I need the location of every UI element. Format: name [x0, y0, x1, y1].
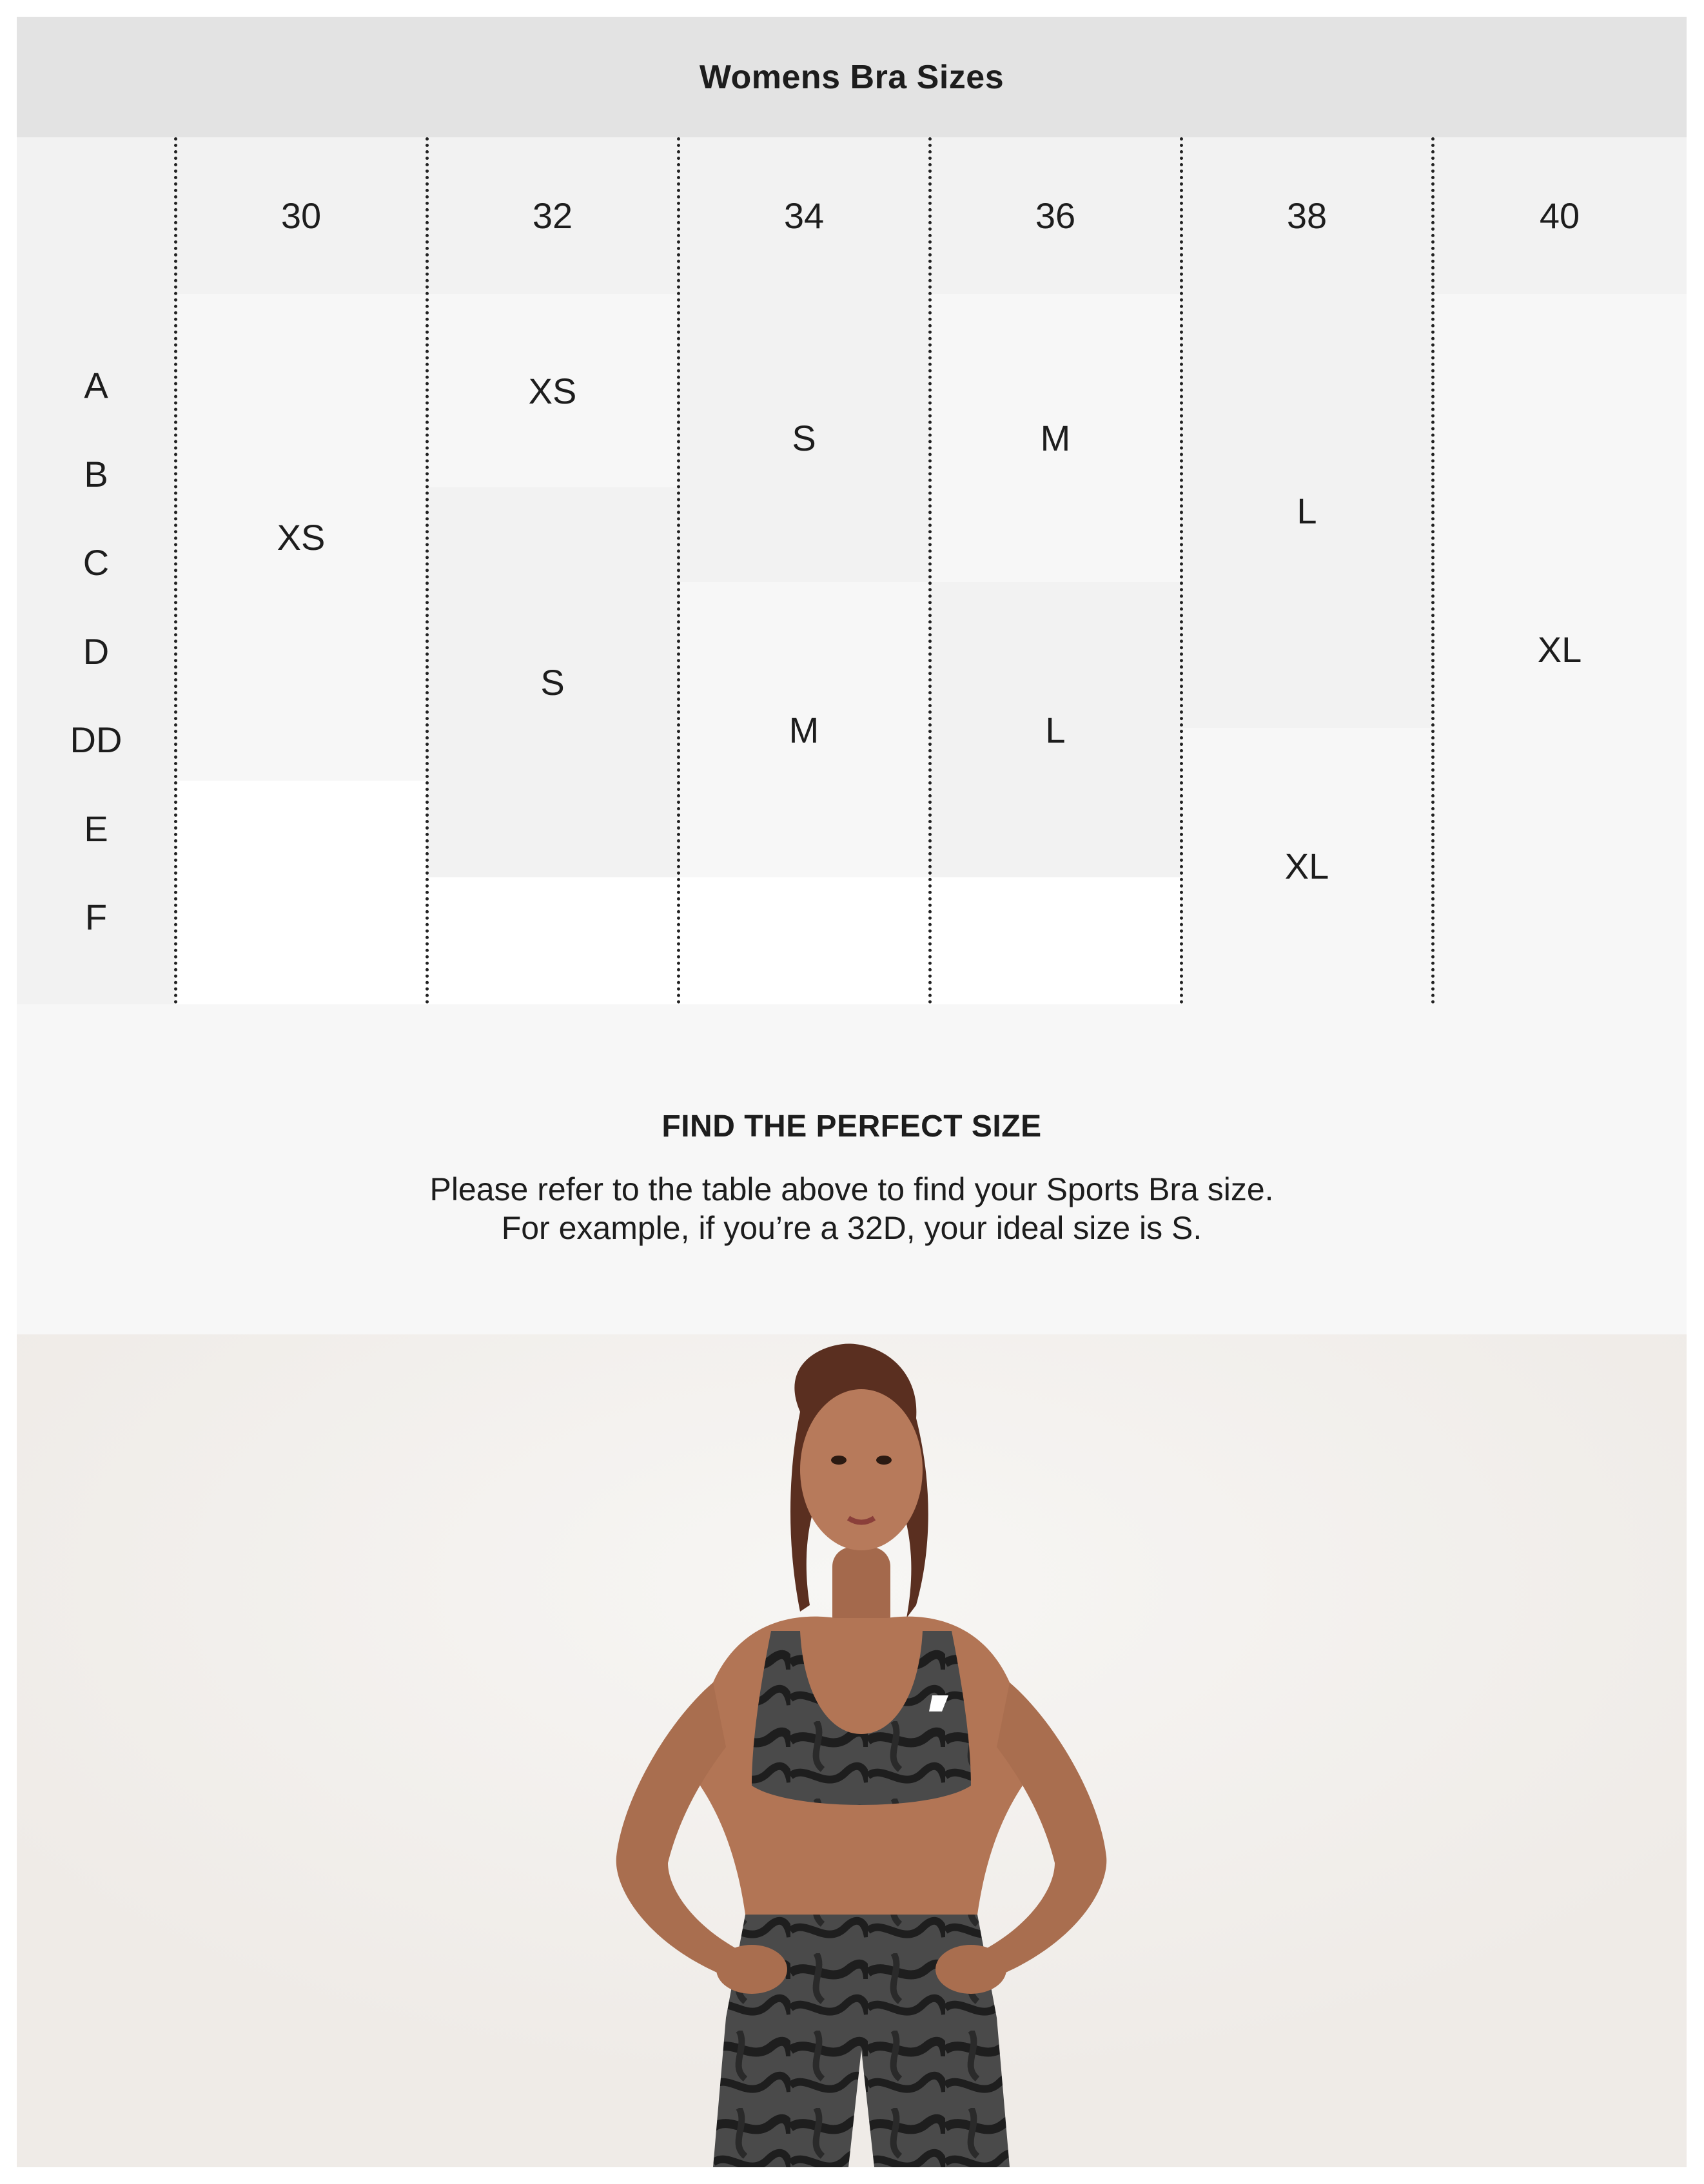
size-label: S: [792, 418, 816, 458]
size-block-40-xl: [1433, 294, 1687, 1004]
column-divider: [174, 137, 177, 1004]
size-label: XS: [528, 370, 577, 411]
info-heading: FIND THE PERFECT SIZE: [661, 1109, 1042, 1144]
size-label: S: [540, 662, 565, 703]
size-label: M: [1040, 418, 1071, 458]
column-divider: [1431, 137, 1435, 1004]
model-photo: [17, 1334, 1687, 2167]
column-divider: [677, 137, 680, 1004]
size-label: XS: [277, 517, 326, 558]
cup-label-e: E: [84, 808, 108, 849]
size-label: XL: [1284, 846, 1329, 886]
cup-label-c: C: [83, 542, 110, 583]
band-header-32: [427, 137, 678, 294]
size-block-34-s: [678, 294, 930, 582]
size-block-38-xl: [1181, 728, 1433, 1004]
size-label: L: [1045, 709, 1066, 750]
chart-header: [17, 17, 1687, 137]
size-block-34-empty: [678, 877, 930, 1004]
column-divider: [1180, 137, 1183, 1004]
size-label: M: [788, 709, 819, 750]
size-block-34-m: [678, 582, 930, 877]
band-label: 30: [280, 195, 322, 236]
band-header-38: [1181, 137, 1433, 294]
size-block-32-empty: [427, 877, 678, 1004]
band-header-34: [678, 137, 930, 294]
size-table: [17, 137, 1687, 1004]
size-block-32-xs: [427, 294, 678, 487]
size-block-32-s: [427, 487, 678, 877]
band-header-40: [1433, 137, 1687, 294]
left-hand-shape: [716, 1945, 787, 1994]
right-hand-shape: [935, 1945, 1006, 1994]
cup-label-f: F: [84, 897, 108, 937]
cup-label-b: B: [84, 454, 108, 494]
band-label: 32: [532, 195, 573, 236]
band-label: 34: [783, 195, 825, 236]
cup-label-d: D: [83, 631, 110, 672]
size-block-30-xs: [175, 294, 427, 781]
model-illustration: [17, 1334, 1687, 2167]
size-block-36-m: [930, 294, 1181, 582]
info-text-line-1: Please refer to the table above to find your Sports Bra size.: [429, 1171, 1274, 1207]
size-block-36-l: [930, 582, 1181, 877]
band-label: 38: [1286, 195, 1327, 236]
size-block-38-l: [1181, 294, 1433, 728]
size-block-30-empty: [175, 781, 427, 1004]
column-divider: [928, 137, 932, 1004]
size-block-36-empty: [930, 877, 1181, 1004]
size-label: L: [1297, 491, 1317, 531]
cup-label-dd: DD: [70, 719, 122, 760]
size-label: XL: [1537, 629, 1582, 670]
band-label: 36: [1035, 195, 1076, 236]
band-header-30: [175, 137, 427, 294]
band-header-36: [930, 137, 1181, 294]
size-guide-info: [17, 1004, 1687, 1334]
chart-title: Womens Bra Sizes: [699, 58, 1004, 96]
band-label: 40: [1539, 195, 1580, 236]
cup-label-a: A: [84, 365, 108, 405]
face-shape: [800, 1389, 923, 1550]
info-text-line-2: For example, if you’re a 32D, your ideal size is S.: [501, 1210, 1202, 1246]
column-divider: [426, 137, 429, 1004]
